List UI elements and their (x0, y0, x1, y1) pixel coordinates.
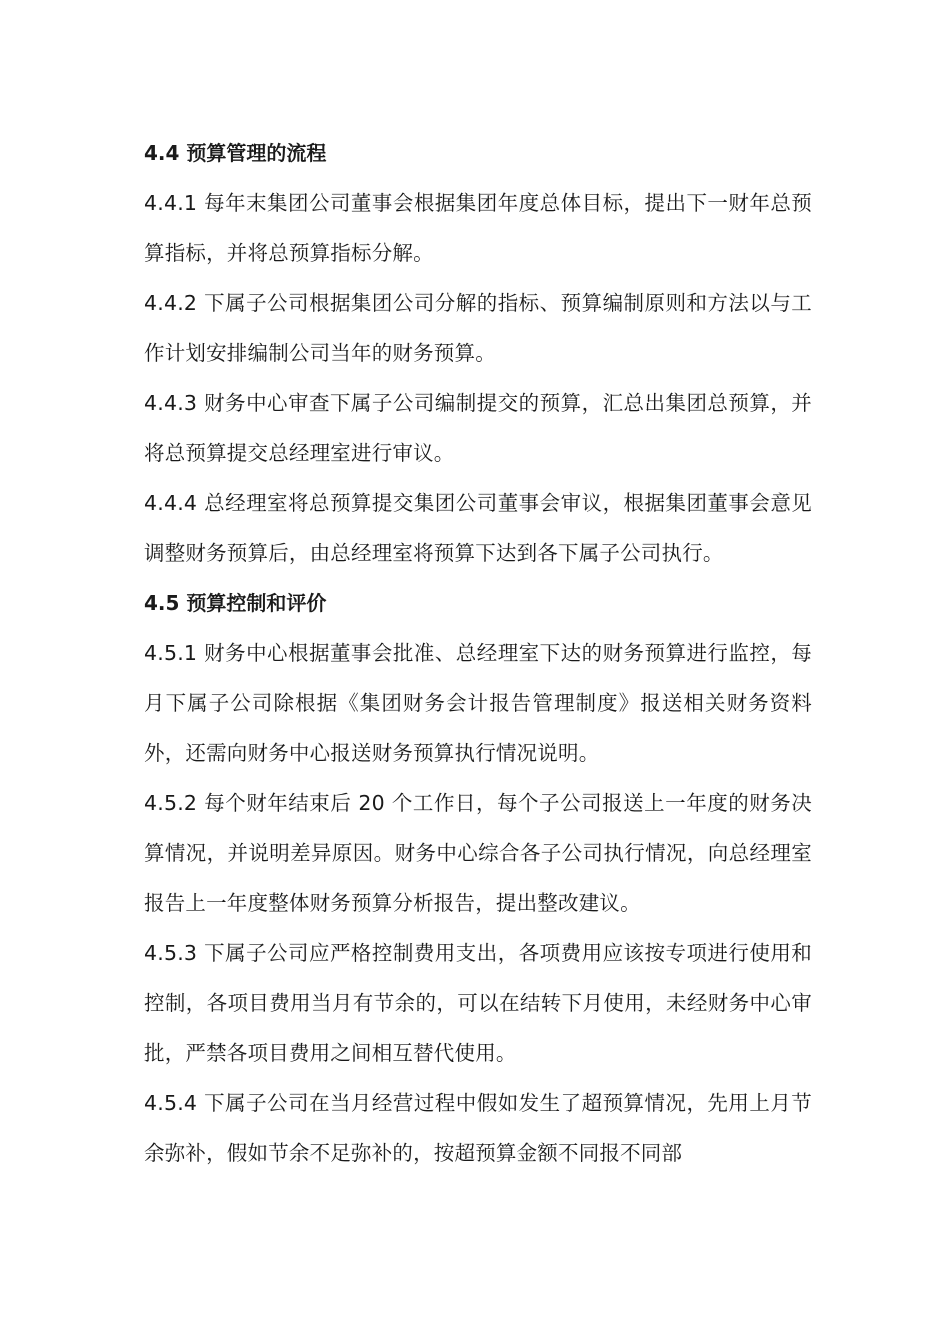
paragraph-4-4-1: 4.4.1 每年末集团公司董事会根据集团年度总体目标，提出下一财年总预算指标，并将总预算指标分解。 (144, 191, 812, 265)
paragraph-4-5-4: 4.5.4 下属子公司在当月经营过程中假如发生了超预算情况，先用上月节余弥补，假如节余不足弥补的，按超预算金额不同报不同部 (144, 1091, 812, 1165)
paragraph-4-4-3: 4.4.3 财务中心审查下属子公司编制提交的预算，汇总出集团总预算，并将总预算提交总经理室进行审议。 (144, 391, 812, 465)
document-page (144, 128, 812, 1178)
paragraph-4-4-2: 4.4.2 下属子公司根据集团公司分解的指标、预算编制原则和方法以与工作计划安排编制公司当年的财务预算。 (144, 291, 812, 365)
section-heading-4-4: 4.4 预算管理的流程 (144, 141, 327, 165)
paragraph-4-5-1: 4.5.1 财务中心根据董事会批准、总经理室下达的财务预算进行监控，每月下属子公司除根据《集团财务会计报告管理制度》报送相关财务资料外，还需向财务中心报送财务预算执行情况说明。 (144, 641, 812, 765)
section-heading-4-5: 4.5 预算控制和评价 (144, 591, 327, 615)
paragraph-4-5-2: 4.5.2 每个财年结束后 20 个工作日，每个子公司报送上一年度的财务决算情况，并说明差异原因。财务中心综合各子公司执行情况，向总经理室报告上一年度整体财务预算分析报告，提出整改建议。 (144, 791, 812, 915)
paragraph-4-5-3: 4.5.3 下属子公司应严格控制费用支出，各项费用应该按专项进行使用和控制，各项目费用当月有节余的，可以在结转下月使用，未经财务中心审批，严禁各项目费用之间相互替代使用。 (144, 941, 812, 1065)
paragraph-4-4-4: 4.4.4 总经理室将总预算提交集团公司董事会审议，根据集团董事会意见调整财务预算后，由总经理室将预算下达到各下属子公司执行。 (144, 491, 812, 565)
